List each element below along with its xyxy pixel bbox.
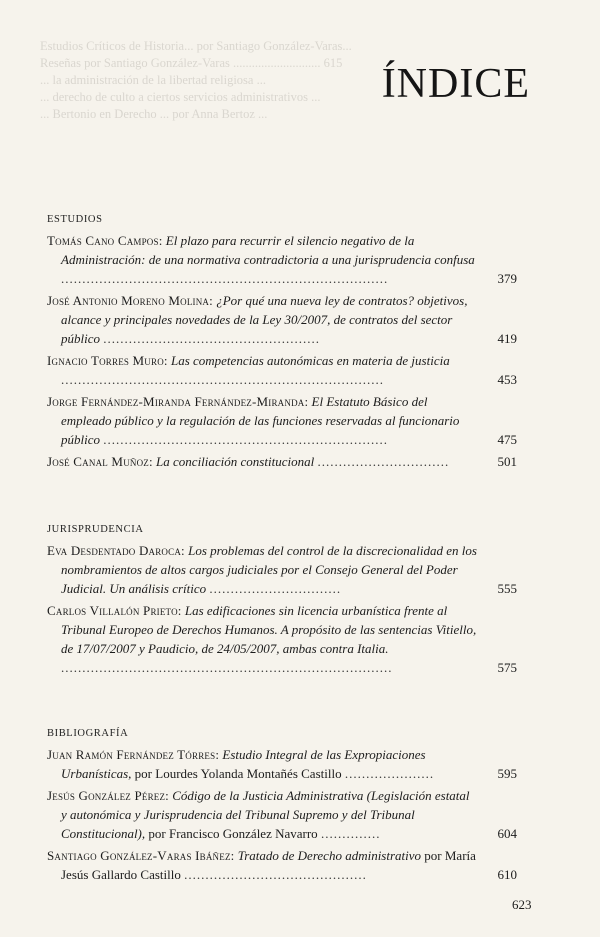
leader-dots: ............................................................................	[61, 372, 384, 387]
entry-author: Tomás Cano Campos:	[47, 233, 163, 248]
bleed-line: ... Bertonio en Derecho ... por Anna Bertoz ...	[40, 107, 268, 121]
entry-title: Tratado de Derecho administrativo	[237, 848, 422, 863]
section-heading: BIBLIOGRAFÍA	[47, 728, 129, 739]
entry-page: 610	[497, 867, 517, 882]
entry-title: Las edificaciones sin licencia urbanística frente al Tribunal Europeo de Derechos Humanos. A propósito de las sentencias Vitiello, de 17/07/2007 y Paudicio, de 24/05/2007, ambas contra Italia.	[61, 603, 477, 656]
entry-title: Código de la Justicia Administrativa (Legislación estatal y autonómica y Jurisprudencia del Tribunal Supremo y del Tribunal Constitucional),	[61, 788, 470, 841]
section-bibliografia	[47, 728, 517, 887]
page-title: ÍNDICE	[381, 61, 530, 107]
entry-author: Ignacio Torres Muro:	[47, 353, 168, 368]
entry-reviewer: por Francisco González Navarro	[148, 826, 318, 841]
entry-page: 575	[497, 660, 517, 675]
entry-title: Estudio Integral de las Expropiaciones Urbanísticas,	[61, 747, 426, 781]
leader-dots: ...............................	[209, 581, 342, 596]
leader-dots: .............................................................................	[61, 271, 389, 286]
leader-dots: ...........................................	[184, 867, 367, 882]
entry-page: 453	[497, 372, 517, 387]
entry-author: José Antonio Moreno Molina:	[47, 293, 213, 308]
entry-author: José Canal Muñoz:	[47, 454, 153, 469]
entry-author: Jesús González Pérez:	[47, 788, 169, 803]
page-number: 623	[512, 897, 532, 912]
entry-reviewer: por María Jesús Gallardo Castillo	[61, 848, 476, 882]
section-heading: JURISPRUDENCIA	[47, 524, 144, 535]
toc-entry[interactable]	[47, 541, 517, 598]
entry-author: Juan Ramón Fernández Tórres:	[47, 747, 220, 762]
leader-dots: .....................	[344, 766, 435, 781]
bleed-line: Reseñas por Santiago González-Varas ............................ 615	[40, 56, 343, 70]
entry-page: 555	[497, 581, 517, 596]
entry-title: Las competencias autonómicas en materia de justicia	[170, 353, 450, 368]
entry-title: La conciliación constitucional	[156, 454, 315, 469]
toc-entry[interactable]	[47, 231, 517, 288]
section-heading: ESTUDIOS	[47, 214, 103, 225]
entry-page: 379	[497, 271, 517, 286]
toc-entry[interactable]	[47, 351, 517, 389]
toc-entry[interactable]	[47, 291, 517, 348]
entry-title: El plazo para recurrir el silencio negativo de la Administración: de una normativa contradictoria a una jurisprudencia confusa	[61, 233, 475, 267]
section-jurisprudencia	[47, 524, 517, 680]
toc-entry[interactable]	[47, 745, 517, 783]
bleed-line: ... derecho de culto a ciertos servicios administrativos ...	[40, 90, 321, 104]
entry-page: 419	[497, 331, 517, 346]
leader-dots: ...............................	[317, 454, 450, 469]
entry-author: Jorge Fernández-Miranda Fernández-Miranda:	[47, 394, 309, 409]
bleed-line: Estudios Críticos de Historia... por Santiago González-Varas...	[40, 39, 352, 53]
toc-entry[interactable]	[47, 846, 517, 884]
entry-title: Los problemas del control de la discrecionalidad en los nombramientos de altos cargos judiciales por el Consejo General del Poder Judicial. Un análisis crítico	[61, 543, 477, 596]
toc-entry[interactable]	[47, 452, 517, 471]
toc-entry[interactable]	[47, 786, 517, 843]
entry-author: Carlos Villalón Prieto:	[47, 603, 182, 618]
entry-author: Eva Desdentado Daroca:	[47, 543, 185, 558]
toc-entry[interactable]	[47, 601, 517, 677]
bleed-line: ... la administración de la libertad religiosa ...	[40, 73, 266, 87]
entry-page: 595	[497, 766, 517, 781]
section-estudios	[47, 214, 517, 474]
entry-reviewer: por Lourdes Yolanda Montañés Castillo	[134, 766, 342, 781]
leader-dots: ..............................................................................	[61, 660, 393, 675]
entry-page: 604	[497, 826, 517, 841]
leader-dots: ...................................................................	[103, 432, 388, 447]
entry-title: ¿Por qué una nueva ley de contratos? objetivos, alcance y principales novedades de la Ley 30/2007, de contratos del sector público	[61, 293, 468, 346]
leader-dots: ...................................................	[103, 331, 320, 346]
leader-dots: ..............	[320, 826, 381, 841]
entry-page: 501	[497, 454, 517, 469]
entry-page: 475	[497, 432, 517, 447]
toc-entry[interactable]	[47, 392, 517, 449]
entry-author: Santiago González-Varas Ibáñez:	[47, 848, 235, 863]
entry-title: El Estatuto Básico del empleado público y la regulación de las funciones reservadas al funcionario público	[61, 394, 460, 447]
